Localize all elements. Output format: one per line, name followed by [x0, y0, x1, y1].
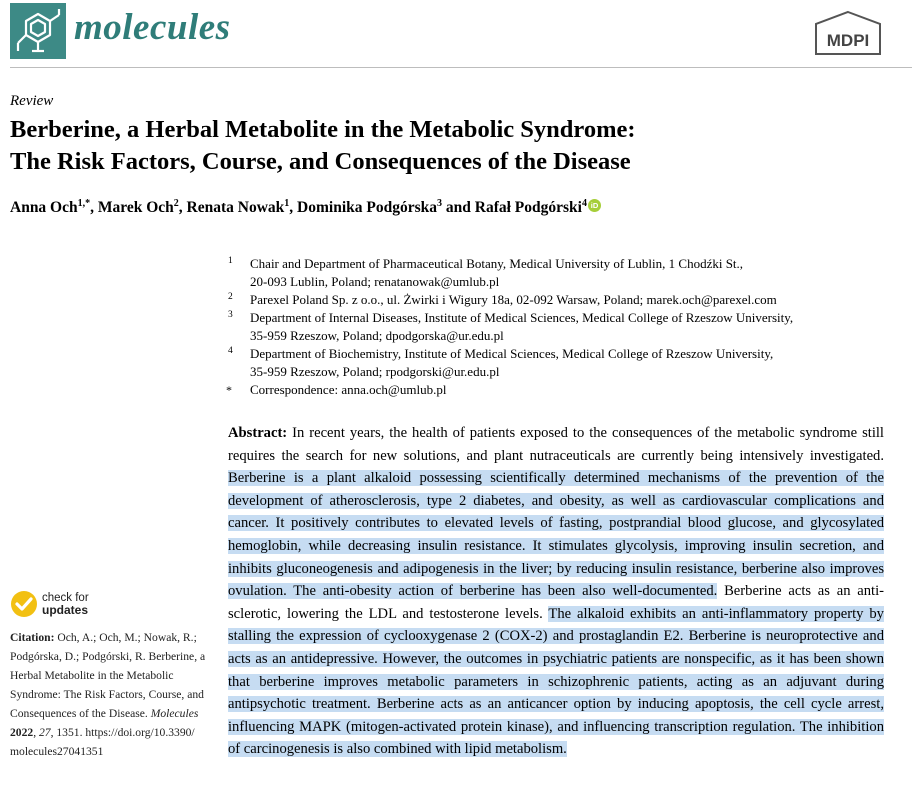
check-for-updates-line: check for [42, 592, 89, 604]
affiliation-line: Chair and Department of Pharmaceutical Botany, Medical University of Lublin, 1 Chodźki St., [250, 256, 744, 271]
author-separator: , [289, 199, 298, 217]
author-name[interactable]: Anna Och [10, 199, 78, 217]
citation-journal: Molecules [150, 707, 199, 720]
author-affiliation-mark: 2 [173, 198, 179, 209]
author-affiliation-mark: 4 [581, 198, 587, 209]
author-name[interactable]: Dominika Podgórska [297, 199, 438, 217]
correspondence-line[interactable]: Correspondence: anna.och@umlub.pl [250, 382, 447, 397]
citation-label: Citation: [10, 631, 55, 644]
affiliation-mark: 2 [228, 292, 233, 302]
check-for-updates-text [42, 592, 89, 616]
citation-text: Och, A.; Och, M.; Nowak, R.; Podgórska, D.; Podgórski, R. Berberine, a Herbal Metabolite in the Metabolic Syndrome: The Risk Factors, Course, and Consequences of the Disease. [10, 631, 206, 720]
affiliation-line: 35-959 Rzeszow, Poland; rpodgorski@ur.edu.pl [250, 364, 500, 379]
affiliation-line: Department of Biochemistry, Institute of Medical Sciences, Medical College of Rzeszow University, [250, 346, 774, 361]
abstract-label: Abstract: [228, 425, 288, 441]
author-affiliation-mark: 3 [437, 198, 443, 209]
abstract-highlight[interactable]: Berberine is a plant alkaloid possessing scientifically determined mechanisms of the prevention of the development of atherosclerosis, type 2 diabetes, and obesity, as well as cardiovascular complications and cancer. It positively contributes to elevated levels of fasting, postprandial blood glucose, and glycosylated hemoglobin, while decreasing insulin resistance. It stimulates glycolysis, improving insulin secretion, and inhibits gluconeogenesis and adipogenesis in the liver; by reducing insulin resistance, berberine also improves ovulation. The anti-obesity action of berberine has been also well-documented. [228, 470, 884, 600]
corresponding-mark: * [85, 198, 91, 209]
affiliations [224, 255, 884, 399]
affiliation-mark: 3 [228, 310, 233, 320]
affiliation-mark: 1 [228, 256, 233, 266]
title-line-2: The Risk Factors, Course, and Consequences of the Disease [10, 148, 631, 175]
author-separator: , [90, 199, 98, 217]
affiliation-item [224, 309, 884, 345]
affiliation-item [224, 345, 884, 381]
affiliation-item [224, 381, 884, 399]
abstract[interactable] [228, 422, 884, 761]
check-for-updates-icon [10, 590, 38, 618]
abstract-text: Berberine acts as an anti-sclerotic, lowering the LDL and testosterone levels. [228, 583, 884, 622]
affiliation-line: Department of Internal Diseases, Institute of Medical Sciences, Medical College of Rzeszow University, [250, 310, 794, 325]
mdpi-logo[interactable] [810, 10, 886, 56]
affiliation-item [224, 291, 884, 309]
author-list [10, 198, 601, 217]
citation-year: 2022 [10, 726, 34, 739]
author-name[interactable]: Marek Och [97, 199, 174, 217]
mdpi-wordmark: MDPI [826, 31, 870, 50]
author-separator: and [442, 199, 475, 217]
affiliation-line: Parexel Poland Sp. z o.o., ul. Żwirki i Wigury 18a, 02-092 Warsaw, Poland; marek.och@parexel.com [250, 292, 777, 307]
abstract-highlight[interactable]: The alkaloid exhibits an anti-inflammatory property by stalling the expression of cyclooxygenase 2 (COX-2) and prostaglandin E2. Berberine is neuroprotective and acts as an antidepressive. However, the outcomes in psychiatric patients are nonspecific, as it has been shown that berberine improves metabolic parameters in schizophrenic patients, acting as an adjuvant during antipsychotic treatment. Berberine acts as an anticancer option by inducing apoptosis, the cell cycle arrest, influencing MAPK (mitogen-activated protein kinase), and influencing transcription regulation. The inhibition of carcinogenesis is also combined with lipid metabolism. [228, 605, 884, 758]
affiliation-mark: 4 [228, 346, 233, 356]
author-separator: , [178, 199, 187, 217]
affiliation-mark: * [226, 383, 232, 397]
header-divider [10, 67, 912, 68]
author-affiliation-mark: 1, [77, 198, 86, 209]
author-affiliation-mark: 1 [284, 198, 290, 209]
article-type: Review [10, 93, 54, 109]
article-title [10, 114, 900, 178]
mdpi-icon [810, 10, 886, 56]
author-name[interactable]: Renata Nowak [186, 199, 285, 217]
citation: Citation: Och, A.; Och, M.; Nowak, R.; Podgórska, D.; Podgórski, R. Berberine, a Herbal Metabolite in the Metabolic Syndrome: The Risk Factors, Course, and Consequences of the Disease. Molecules 2022, 27, 1351. https://doi.org/10.3390/ molecules27041351 [10, 631, 206, 758]
check-for-updates-badge[interactable] [10, 590, 89, 618]
check-for-updates-line: updates [42, 603, 89, 617]
affiliation-line: 20-093 Lublin, Poland; renatanowak@umlub.pl [250, 274, 500, 289]
title-line-1: Berberine, a Herbal Metabolite in the Metabolic Syndrome: [10, 116, 636, 143]
abstract-text: In recent years, the health of patients exposed to the consequences of the metabolic syndrome still requires the search for new solutions, and plant nutraceuticals are currently being intensively investigated. [228, 425, 884, 464]
affiliation-item [224, 255, 884, 291]
citation-doi[interactable]: , 1351. https://doi.org/10.3390/ molecules27041351 [10, 726, 195, 758]
orcid-icon[interactable]: iD [588, 199, 601, 212]
molecule-icon [10, 3, 66, 59]
journal-name[interactable]: molecules [74, 7, 231, 48]
journal-logo [10, 3, 66, 59]
citation-volume: 27 [38, 726, 51, 739]
author-name[interactable]: Rafał Podgórski [474, 199, 582, 217]
affiliation-line: 35-959 Rzeszow, Poland; dpodgorska@ur.edu.pl [250, 328, 504, 343]
